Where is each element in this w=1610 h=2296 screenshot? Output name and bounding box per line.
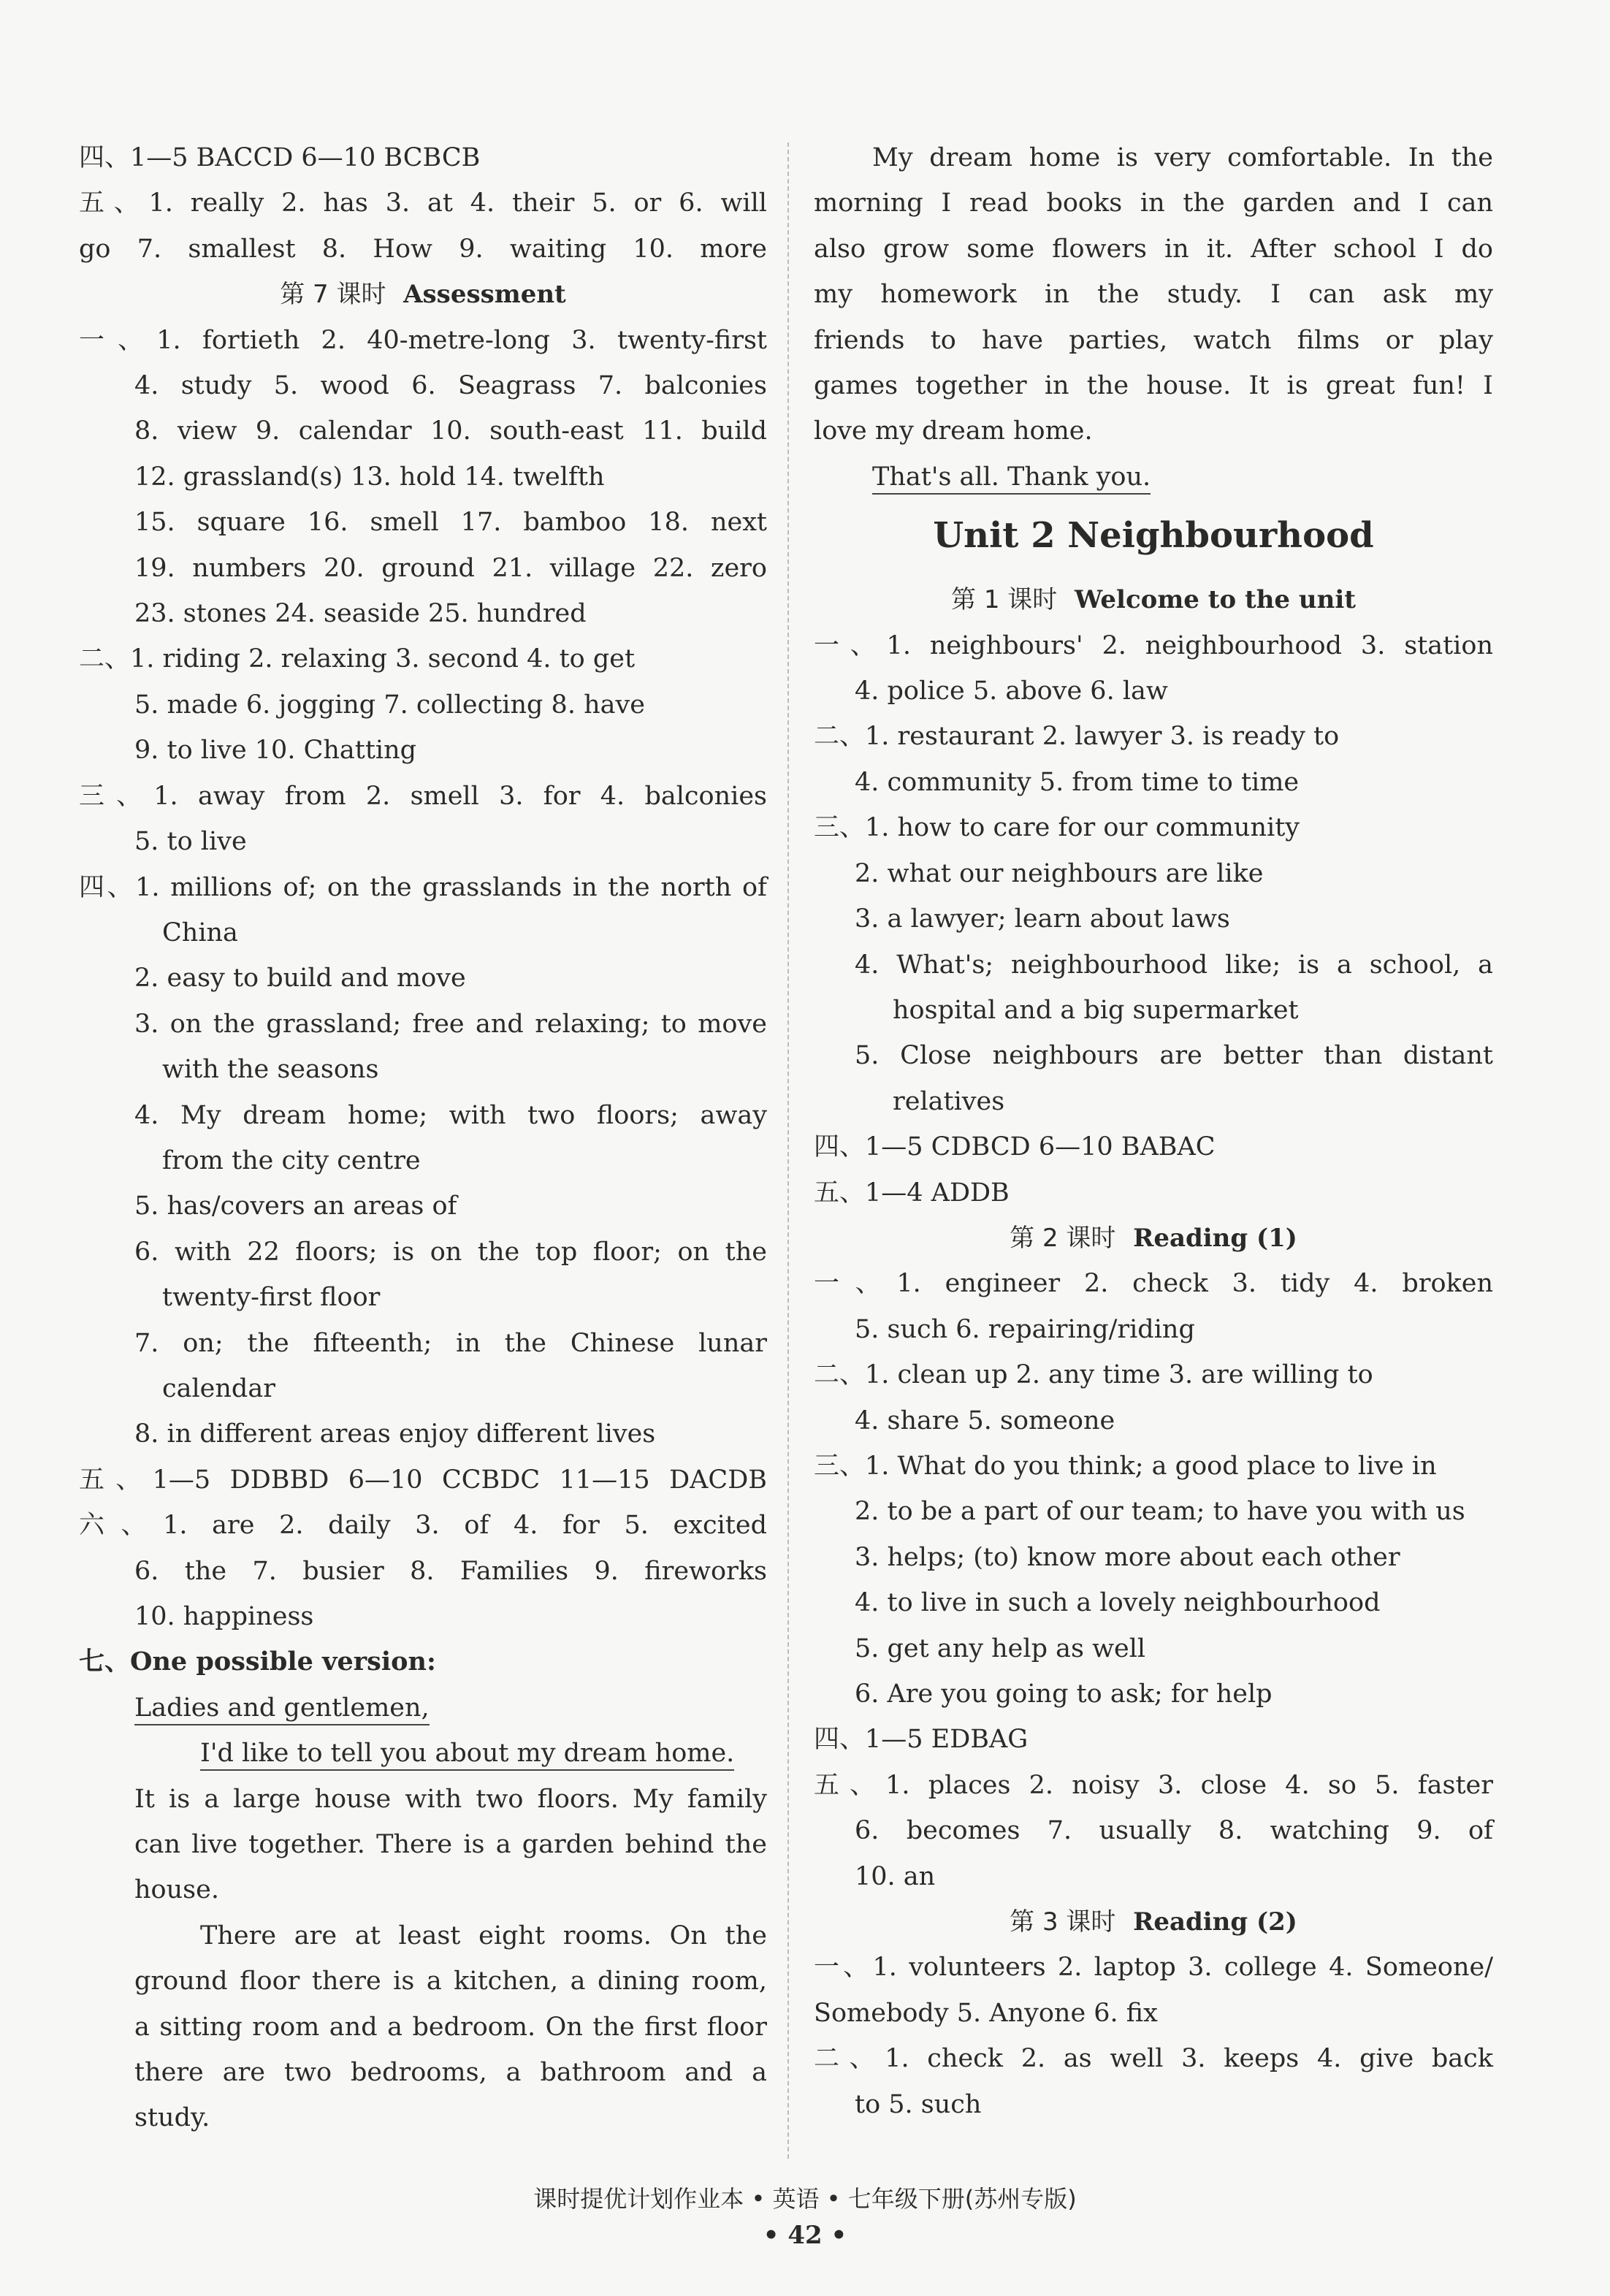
answer-line: 5. has/covers an areas of: [134, 1191, 457, 1221]
answer-line: 二、1. check 2. as well 3. keeps 4. give back: [814, 2044, 1493, 2074]
answer-line: 10. an: [855, 1861, 936, 1891]
column-divider: [787, 142, 789, 2159]
answer-line: 7. on; the fifteenth; in the Chinese lunar: [134, 1328, 767, 1358]
answer-line: 三、1. What do you think; a good place to live in: [814, 1451, 1437, 1481]
section-title: Reading (1): [1133, 1223, 1297, 1253]
answer-line: 10. happiness: [134, 1602, 314, 1631]
answer-line: with the seasons: [162, 1055, 379, 1085]
answer-line: 4. My dream home; with two floors; away: [134, 1100, 767, 1130]
section-heading-7: [79, 272, 767, 317]
answer-line: 2. to be a part of our team; to have you with us: [855, 1497, 1465, 1527]
answer-line: 五、1. places 2. noisy 3. close 4. so 5. faster: [814, 1770, 1493, 1800]
answer-line: 19. numbers 20. ground 21. village 22. zero: [134, 553, 767, 583]
answer-line: 5. Close neighbours are better than distant: [855, 1041, 1493, 1071]
answer-line: 六、1. are 2. daily 3. of 4. for 5. excited: [79, 1511, 767, 1541]
section-title: Reading (2): [1133, 1907, 1297, 1937]
salutation: Ladies and gentlemen,: [134, 1692, 430, 1725]
answer-line: relatives: [893, 1086, 1005, 1116]
answer-line: 五、1—5 DDBBD 6—10 CCBDC 11—15 DACDB: [79, 1465, 767, 1495]
answer-line: 5. such 6. repairing/riding: [855, 1314, 1195, 1344]
answer-line: twenty-first floor: [162, 1283, 381, 1313]
answer-line: 四、1—5 CDBCD 6—10 BABAC: [814, 1132, 1216, 1162]
unit-title: Unit 2 Neighbourhood: [933, 515, 1374, 557]
answer-line: 四、1—5 EDBAG: [814, 1725, 1029, 1755]
answer-line: 23. stones 24. seaside 25. hundred: [134, 599, 587, 629]
essay-line: friends to have parties, watch films or play: [814, 325, 1493, 355]
essay-line: It is a large house with two floors. My family: [134, 1784, 767, 1814]
essay-line: There are at least eight rooms. On the: [200, 1921, 767, 1950]
answer-line: 2. what our neighbours are like: [855, 858, 1264, 888]
answer-line: 4. What's; neighbourhood like; is a school, a: [855, 950, 1493, 980]
section-number: 第 3 课时: [1010, 1907, 1116, 1937]
answer-line: 4. study 5. wood 6. Seagrass 7. balconies: [134, 371, 767, 401]
essay-line: morning I read books in the garden and I can: [814, 188, 1493, 218]
essay-line: also grow some flowers in it. After school I do: [814, 234, 1493, 264]
answer-line: calendar: [162, 1373, 275, 1403]
answer-line: 五、1—4 ADDB: [814, 1178, 1010, 1208]
left-column: [79, 135, 767, 2141]
answer-line: 四、1—5 BACCD 6—10 BCBCB: [79, 143, 481, 172]
section-heading-3: [814, 1899, 1493, 1945]
answer-line: 一、1. engineer 2. check 3. tidy 4. broken: [814, 1269, 1493, 1299]
answer-line: 4. to live in such a lovely neighbourhood: [855, 1588, 1381, 1618]
answer-line: 4. police 5. above 6. law: [855, 676, 1168, 706]
closing-sentence: That's all. Thank you.: [872, 461, 1151, 495]
answer-line: go 7. smallest 8. How 9. waiting 10. more: [79, 234, 767, 264]
answer-line: 三、1. how to care for our community: [814, 813, 1300, 843]
essay-line: my homework in the study. I can ask my: [814, 280, 1493, 310]
section-heading-1: [814, 577, 1493, 622]
section-title: Welcome to the unit: [1074, 585, 1356, 615]
answer-line: 3. helps; (to) know more about each other: [855, 1542, 1400, 1572]
answer-line: 2. easy to build and move: [134, 964, 466, 993]
page-number: • 42 •: [763, 2221, 847, 2250]
answer-line: 3. on the grassland; free and relaxing; to move: [134, 1009, 767, 1039]
answer-line: 二、1. clean up 2. any time 3. are willing to: [814, 1360, 1373, 1390]
answer-line: 9. to live 10. Chatting: [134, 736, 417, 766]
answer-line: to 5. such: [855, 2089, 982, 2119]
answer-line: 8. in different areas enjoy different lives: [134, 1419, 656, 1449]
answer-line: 15. square 16. smell 17. bamboo 18. next: [134, 508, 767, 538]
section-number: 第 7 课时: [280, 280, 386, 310]
answer-line: 5. get any help as well: [855, 1633, 1146, 1663]
answer-line: 3. a lawyer; learn about laws: [855, 904, 1230, 934]
answer-line: 6. becomes 7. usually 8. watching 9. of: [855, 1816, 1493, 1846]
answer-line: 一、1. volunteers 2. laptop 3. college 4. Someone/: [814, 1953, 1493, 1983]
answer-line: 一、1. fortieth 2. 40-metre-long 3. twenty-first: [79, 325, 767, 355]
essay-line: study.: [134, 2103, 210, 2133]
essay-line: love my dream home.: [814, 416, 1093, 446]
writing-label: 七、One possible version:: [79, 1647, 436, 1677]
answer-line: 8. view 9. calendar 10. south-east 11. build: [134, 416, 767, 446]
answer-line: 6. Are you going to ask; for help: [855, 1679, 1273, 1709]
answer-line: 6. with 22 floors; is on the top floor; on the: [134, 1237, 767, 1267]
answer-line: from the city centre: [162, 1145, 421, 1175]
right-column: [814, 135, 1493, 2127]
section-heading-2: [814, 1216, 1493, 1261]
answer-line: 12. grassland(s) 13. hold 14. twelfth: [134, 462, 605, 492]
section-number: 第 2 课时: [1010, 1223, 1116, 1253]
essay-line: ground floor there is a kitchen, a dining room,: [134, 1967, 767, 1996]
intro-sentence: I'd like to tell you about my dream home.: [200, 1737, 734, 1771]
answer-line: 一、1. neighbours' 2. neighbourhood 3. station: [814, 630, 1493, 660]
answer-line: 5. made 6. jogging 7. collecting 8. have: [134, 690, 645, 720]
section-number: 第 1 课时: [951, 585, 1058, 615]
answer-line: 五、1. really 2. has 3. at 4. their 5. or 6. will: [79, 188, 767, 218]
answer-line: 二、1. restaurant 2. lawyer 3. is ready to: [814, 722, 1340, 752]
essay-line: can live together. There is a garden behind the: [134, 1830, 767, 1860]
essay-line: a sitting room and a bedroom. On the first floor: [134, 2012, 767, 2042]
section-title: Assessment: [403, 280, 566, 310]
answer-line: hospital and a big supermarket: [893, 995, 1299, 1025]
essay-line: games together in the house. It is great fun! I: [814, 371, 1493, 401]
answer-line: 4. share 5. someone: [855, 1406, 1115, 1435]
answer-line: 二、1. riding 2. relaxing 3. second 4. to get: [79, 644, 636, 674]
essay-line: there are two bedrooms, a bathroom and a: [134, 2058, 767, 2088]
answer-line: 5. to live: [134, 827, 247, 857]
essay-line: My dream home is very comfortable. In the: [872, 143, 1493, 172]
answer-line: 6. the 7. busier 8. Families 9. fireworks: [134, 1556, 767, 1586]
answer-line: 4. community 5. from time to time: [855, 767, 1300, 797]
answer-line: Somebody 5. Anyone 6. fix: [814, 1998, 1158, 2028]
essay-line: house.: [134, 1875, 219, 1905]
answer-line: China: [162, 918, 238, 947]
answer-line: 三、1. away from 2. smell 3. for 4. balconies: [79, 781, 767, 811]
answer-line: 四、1. millions of; on the grasslands in the north of: [79, 872, 767, 902]
book-title-footer: 课时提优计划作业本 • 英语 • 七年级下册(苏州专版): [533, 2185, 1077, 2213]
